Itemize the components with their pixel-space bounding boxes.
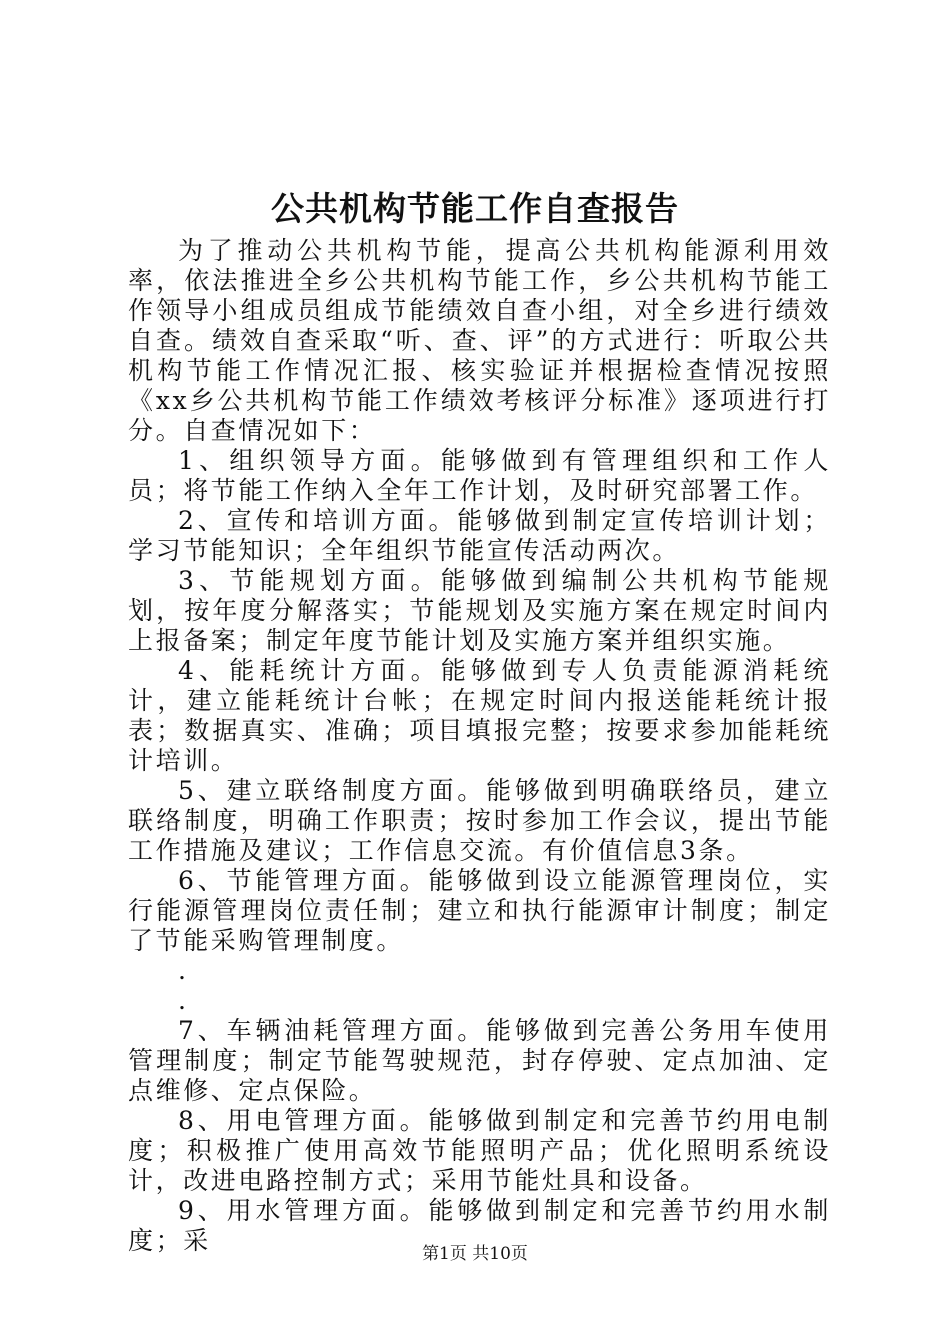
document-title: 公共机构节能工作自查报告 bbox=[271, 189, 679, 228]
paragraph-item-3: 3、节能规划方面。能够做到编制公共机构节能规划，按年度分解落实；节能规划及实施方案在规定时间内上报备案；制定年度节能计划及实施方案并组织实施。 bbox=[128, 566, 831, 655]
paragraph-intro: 为了推动公共机构节能，提高公共机构能源利用效率，依法推进全乡公共机构节能工作，乡公共机构节能工作领导小组成员组成节能绩效自查小组，对全乡进行绩效自查。绩效自查采取“听、查、评”的方式进行：听取公共机构节能工作情况汇报、核实验证并根据检查情况按照《xx乡公共机构节能工作绩效考核评分标准》逐项进行打分。自查情况如下： bbox=[128, 236, 831, 445]
paragraph-item-9: 9、用水管理方面。能够做到制定和完善节约用水制度；采 bbox=[128, 1196, 831, 1255]
separator-dot: . bbox=[178, 956, 186, 985]
paragraph-item-7: 7、车辆油耗管理方面。能够做到完善公务用车使用管理制度；制定节能驾驶规范，封存停驶、定点加油、定点维修、定点保险。 bbox=[128, 1016, 831, 1105]
document-body bbox=[128, 236, 831, 1256]
paragraph-item-4: 4、能耗统计方面。能够做到专人负责能源消耗统计，建立能耗统计台帐；在规定时间内报送能耗统计报表；数据真实、准确；项目填报完整；按要求参加能耗统计培训。 bbox=[128, 656, 831, 775]
paragraph-item-8: 8、用电管理方面。能够做到制定和完善节约用电制度；积极推广使用高效节能照明产品；优化照明系统设计，改进电路控制方式；采用节能灶具和设备。 bbox=[128, 1106, 831, 1195]
separator-dot: . bbox=[178, 986, 186, 1015]
paragraph-item-1: 1、组织领导方面。能够做到有管理组织和工作人员；将节能工作纳入全年工作计划，及时研究部署工作。 bbox=[128, 446, 831, 505]
paragraph-item-2: 2、宣传和培训方面。能够做到制定宣传培训计划；学习节能知识；全年组织节能宣传活动两次。 bbox=[128, 506, 831, 565]
page-footer bbox=[0, 1242, 950, 1266]
page-number-label: 第1页 共10页 bbox=[422, 1244, 528, 1264]
paragraph-item-6: 6、节能管理方面。能够做到设立能源管理岗位，实行能源管理岗位责任制；建立和执行能源审计制度；制定了节能采购管理制度。 bbox=[128, 866, 831, 955]
paragraph-item-5: 5、建立联络制度方面。能够做到明确联络员，建立联络制度，明确工作职责；按时参加工作会议，提出节能工作措施及建议；工作信息交流。有价值信息3条。 bbox=[128, 776, 831, 865]
